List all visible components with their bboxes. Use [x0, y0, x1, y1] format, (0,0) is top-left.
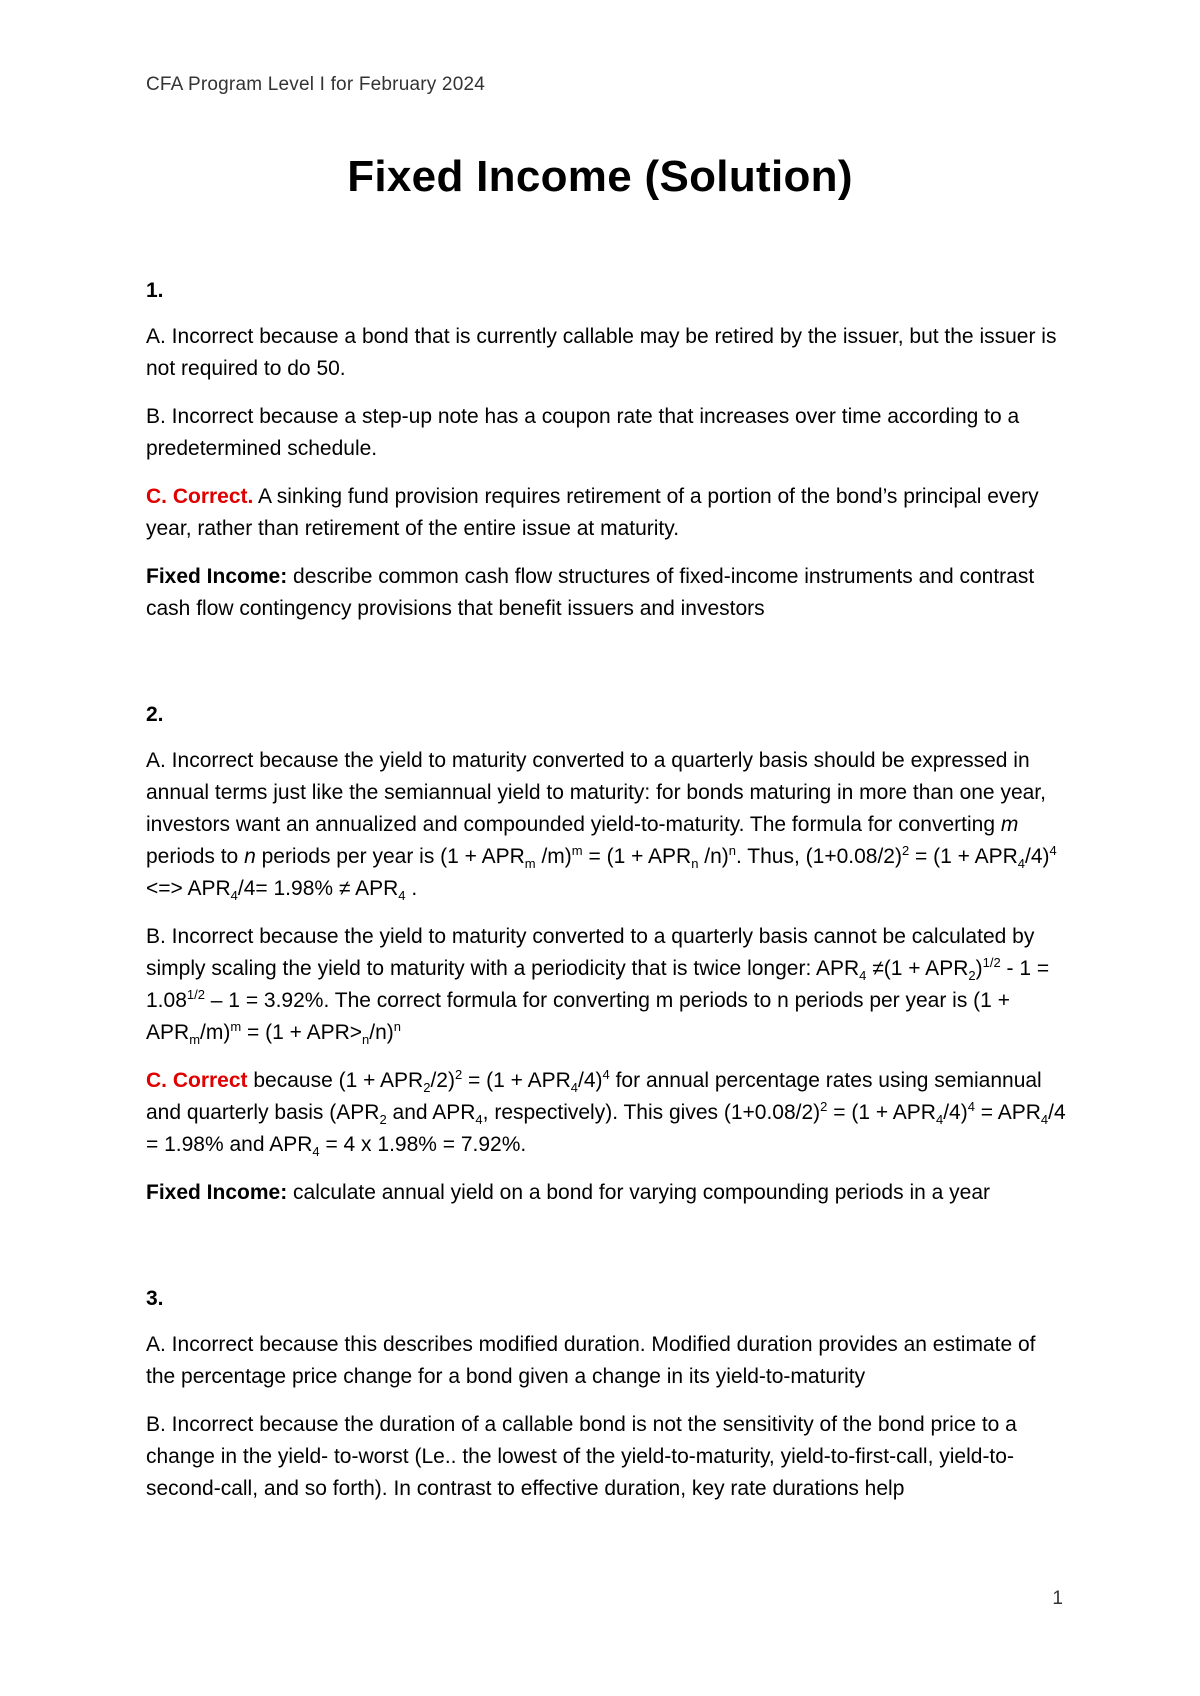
- answer-a: A. Incorrect because this describes modified duration. Modified duration provides an estimate of the percentage price change for a bond given a change in its yield-to-maturity: [146, 1333, 1036, 1388]
- page-header: CFA Program Level I for February 2024: [146, 74, 485, 95]
- page-title: Fixed Income (Solution): [347, 152, 853, 201]
- question-number: 2.: [146, 703, 164, 726]
- question-3: [146, 1283, 1066, 1505]
- outcome-text: calculate annual yield on a bond for varying compounding periods in a year: [287, 1181, 990, 1204]
- correct-label: C. Correct.: [146, 485, 254, 508]
- question-2: [146, 699, 1066, 1209]
- document-body: [146, 275, 1066, 1521]
- learning-outcome: [146, 1177, 1066, 1209]
- question-number: 1.: [146, 279, 164, 302]
- answer-b: B. Incorrect because the yield to maturity converted to a quarterly basis cannot be calculated by simply scaling the yield to maturity with a periodicity that is twice longer: $APR_4 \ne(1 + APR_2)^{1/2} - 1 = 1.08^{1/2} - 1 = 3.92\%$. The correct formula for converting m periods to n periods per year is $(1 + APR_m/m)^m = (1 + APR>_n/n)^n$: [146, 925, 1050, 1048]
- answer-a: A. Incorrect because a bond that is currently callable may be retired by the issuer, but the issuer is not required to do 50.: [146, 325, 1057, 380]
- answer-c: C. Correct because $(1 + APR_2/2)^2 = (1 + APR_4/4)^4$ for annual percentage rates using semiannual and quarterly basis ($APR_2$ and $APR_4$, respectively). This gives $(1+0.08/2)^2 = (1 + APR_4/4)^4 = APR_4/4 = 1.98\%$ and $APR_4 = 4$ x 1.98% = 7.92%.: [146, 1067, 1066, 1160]
- learning-outcome: [146, 561, 1066, 625]
- answer-a: A. Incorrect because the yield to maturity converted to a quarterly basis should be expressed in annual terms just like the semiannual yield to maturity: for bonds maturing in more than one year, investors want an annualized and compounded yield-to-maturity. The formula for converting m periods to n periods per year is ($1 + APR_m$ $/m)^m = (1 + APR_n$ /n)$^n$. Thus, $(1+0.08/2)^2 = (1 + APR_4/4)^4$ <=> $APR_4/4= 1.98\% \ne APR_4$ .: [146, 749, 1057, 904]
- spacer: [146, 641, 1066, 699]
- outcome-text: describe common cash flow structures of fixed-income instruments and contrast cash flow contingency provisions that benefit issuers and investors: [146, 565, 1035, 620]
- question-1: [146, 275, 1066, 625]
- topic-label: Fixed Income:: [146, 565, 288, 588]
- answer-text: A sinking fund provision requires retirement of a portion of the bond’s principal every year, rather than retirement of the entire issue at maturity.: [146, 485, 1039, 540]
- page-number: 1: [1052, 1588, 1063, 1609]
- answer-b: B. Incorrect because the duration of a callable bond is not the sensitivity of the bond price to a change in the yield- to-worst (Le.. the lowest of the yield-to-maturity, yield-to-first-call, yield-to-second-call, and so forth). In contrast to effective duration, key rate durations help: [146, 1413, 1017, 1500]
- answer-b: B. Incorrect because a step-up note has a coupon rate that increases over time according to a predetermined schedule.: [146, 405, 1020, 460]
- topic-label: Fixed Income:: [146, 1181, 288, 1204]
- spacer: [146, 1225, 1066, 1283]
- question-number: 3.: [146, 1287, 164, 1310]
- answer-c: [146, 481, 1066, 545]
- correct-label: C. Correct: [146, 1069, 248, 1092]
